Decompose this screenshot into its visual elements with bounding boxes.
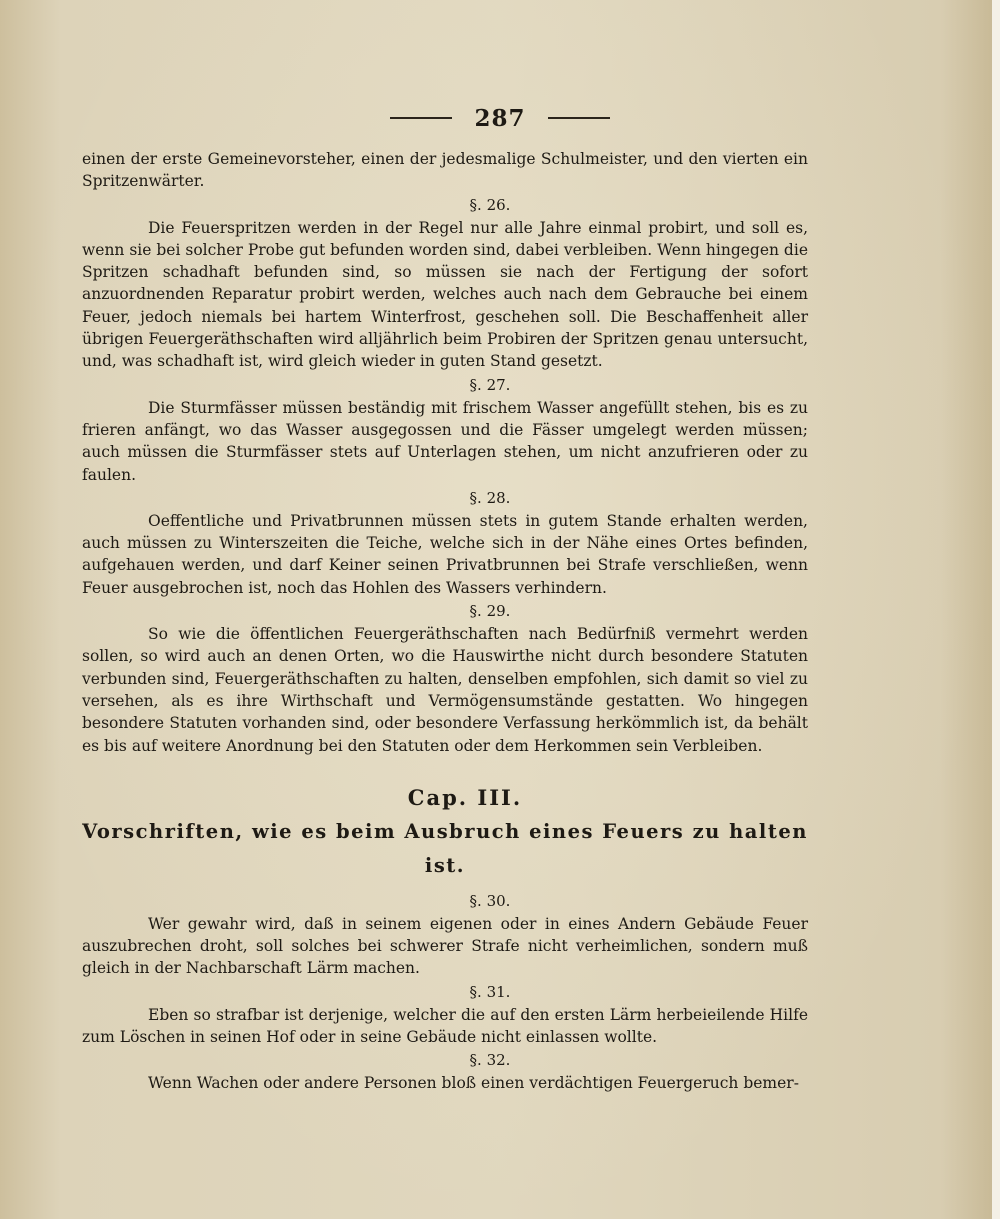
section-number-26: §. 26.	[469, 195, 511, 214]
section-text-26: Die Feuerspritzen werden in der Regel nur alle Jahre einmal probirt, und soll es, wenn sie bei solcher Probe gut befunden worden sind, dabei verbleiben. Wenn hingegen die Spritzen schadhaft befunden sind, so müssen sie nach der Fertigung der sofort anzuordnenden Reparatur probirt werden, welches auch nach dem Gebrauche bei einem Feuer, jedoch niemals bei hartem Winterfrost, geschehen soll. Die Beschaffenheit aller übrigen Feuergeräthschaften wird alljährlich beim Probiren der Spritzen genau untersucht, und, was schadhaft ist, wird gleich wieder in guten Stand gesetzt.	[82, 218, 808, 371]
header-rule-right	[548, 117, 610, 119]
section-number-28: §. 28.	[469, 488, 511, 507]
section-number-27: §. 27.	[469, 375, 511, 394]
section-text-30: Wer gewahr wird, daß in seinem eigenen oder in eines Andern Gebäude Feuer auszubrechen droht, soll solches bei schwerer Strafe nicht verheimlichen, sondern muß gleich in der Nachbarschaft Lärm machen.	[82, 914, 808, 978]
section-number-31: §. 31.	[469, 982, 511, 1001]
section-number-29: §. 29.	[469, 602, 511, 621]
section-text-32: Wenn Wachen oder andere Personen bloß einen verdächtigen Feuergeruch bemer-	[148, 1074, 799, 1093]
section-text-31: Eben so strafbar ist derjenige, welcher die auf den ersten Lärm herbeieilende Hilfe zum Löschen in seinen Hof oder in seine Gebäude nicht einlassen wollte.	[82, 1005, 808, 1047]
page-header	[0, 100, 1000, 136]
page-edge	[992, 0, 1000, 1219]
section-number-32: §. 32.	[469, 1051, 511, 1070]
section-text-27: Die Sturmfässer müssen beständig mit frischem Wasser angefüllt stehen, bis es zu frieren anfängt, wo das Wasser ausgegossen und die Fässer umgelegt werden müssen; auch müssen die Sturmfässer stets auf Unterlagen stehen, um nicht anzufrieren oder zu faulen.	[82, 398, 808, 484]
chapter-label: Cap. III.	[407, 784, 523, 810]
page-number: 287	[474, 104, 526, 132]
page-body	[82, 148, 808, 1095]
section-text-28: Oeffentliche und Privatbrunnen müssen stets in gutem Stande erhalten werden, auch müssen zu Winterszeiten die Teiche, welche sich in der Nähe eines Ortes befinden, aufgehauen werden, und darf Keiner seinen Privatbrunnen bei Strafe verschließen, wenn Feuer ausgebrochen ist, noch das Hohlen des Wassers verhindern.	[82, 511, 808, 597]
intro-paragraph: einen der erste Gemeinevorsteher, einen der jedesmalige Schulmeister, und den vierten ein Spritzenwärter.	[82, 150, 808, 191]
header-rule-left	[390, 117, 452, 119]
section-number-30: §. 30.	[469, 891, 511, 910]
section-text-29: So wie die öffentlichen Feuergeräthschaften nach Bedürfniß vermehrt werden sollen, so wird auch an denen Orten, wo die Hauswirthe nicht durch besondere Statuten verbunden sind, Feuergeräthschaften zu halten, denselben empfohlen, sich damit so viel zu versehen, als es ihre Wirthschaft und Vermögensumstände gestatten. Wo hingegen besondere Statuten vorhanden sind, oder besondere Verfassung herkömmlich ist, da behält es bis auf weitere Anordnung bei den Statuten oder dem Herkommen sein Verbleiben.	[82, 625, 808, 755]
chapter-title: Vorschriften, wie es beim Ausbruch eines Feuers zu halten ist.	[82, 819, 808, 877]
